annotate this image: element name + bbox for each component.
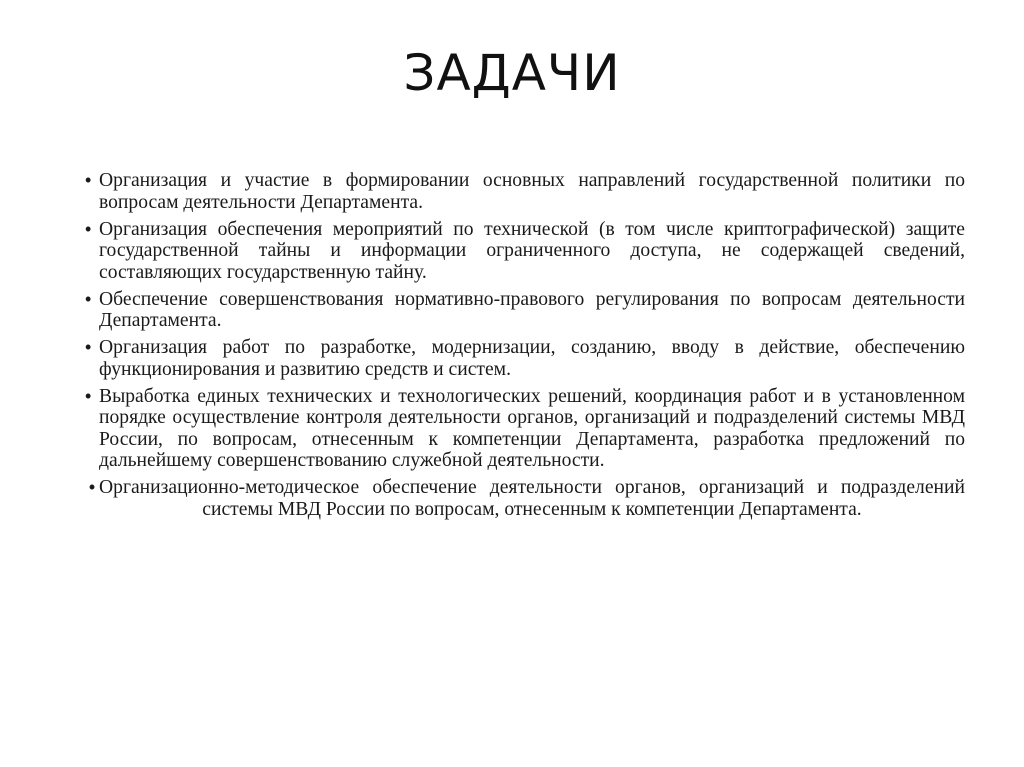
bullet-icon: • bbox=[85, 385, 92, 406]
bullet-icon: • bbox=[85, 170, 92, 190]
list-item bbox=[60, 289, 965, 332]
bullet-icon: • bbox=[85, 337, 92, 357]
list-item bbox=[60, 337, 965, 380]
bullet-icon: • bbox=[88, 477, 96, 497]
list-item bbox=[60, 170, 965, 213]
list-item-text: Организация работ по разработке, модернизации, созданию, вводу в действие, обеспечению функционирования и развитию средств и систем. bbox=[99, 337, 965, 380]
list-item-text: Организация обеспечения мероприятий по технической (в том числе криптографической) защите государственной тайны и информации ограниченного доступа, не содержащей сведений, составляющих государственную тайну. bbox=[99, 218, 965, 283]
bullet-icon: • bbox=[85, 288, 92, 309]
bullet-icon: • bbox=[85, 218, 92, 239]
list-item bbox=[60, 219, 965, 284]
list-item-text: Организационно-методическое обеспечение деятельности органов, организаций и подразделений системы МВД России по вопросам, отнесенным к компетенции Департамента. bbox=[99, 477, 965, 520]
list-item-text: Выработка единых технических и технологических решений, координация работ и в установленном порядке осуществление контроля деятельности органов, организаций и подразделений системы МВД России, по вопросам, отнесенным к компетенции Департамента, разработка предложений по дальнейшему совершенствованию служебной деятельности. bbox=[99, 385, 965, 471]
list-item bbox=[60, 386, 965, 472]
list-item-text: Обеспечение совершенствования нормативно-правового регулирования по вопросам деятельности Департамента. bbox=[99, 288, 965, 331]
slide-title: ЗАДАЧИ bbox=[403, 44, 621, 102]
list-item-text: Организация и участие в формировании основных направлений государственной политики по вопросам деятельности Департамента. bbox=[99, 170, 965, 213]
list-item bbox=[60, 477, 965, 520]
task-list bbox=[60, 170, 965, 526]
